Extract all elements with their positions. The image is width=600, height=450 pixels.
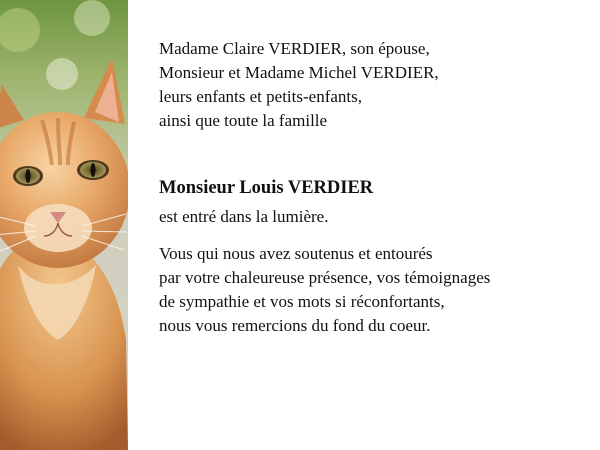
thanks-block (159, 242, 589, 338)
family-line: leurs enfants et petits-enfants, (159, 87, 362, 106)
cat-illustration (0, 0, 128, 450)
family-block (159, 37, 589, 133)
family-line: Monsieur et Madame Michel VERDIER, (159, 63, 439, 82)
thanks-line: par votre chaleureuse présence, vos témoignages (159, 268, 491, 287)
family-line: ainsi que toute la famille (159, 111, 328, 130)
entered-light-text: est entré dans la lumière. (159, 207, 329, 226)
family-line: Madame Claire VERDIER, son épouse, (159, 39, 430, 58)
thanks-line: nous vous remercions du fond du coeur. (159, 316, 431, 335)
thanks-line: de sympathie et vos mots si réconfortants, (159, 292, 445, 311)
thanks-line: Vous qui nous avez soutenus et entourés (159, 244, 433, 263)
deceased-name: Monsieur Louis VERDIER (159, 178, 374, 198)
cat-photo (0, 0, 128, 450)
